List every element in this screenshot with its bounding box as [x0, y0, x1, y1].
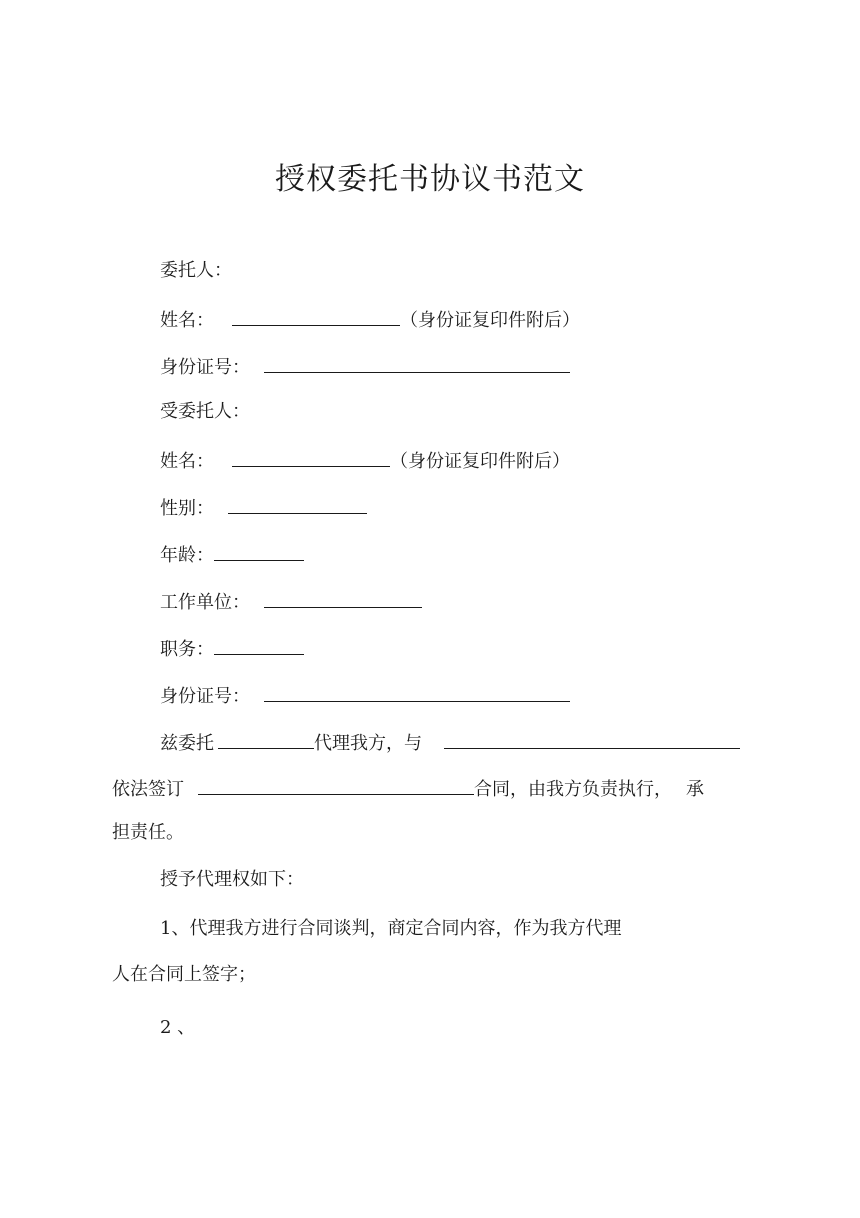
agent-employer-blank: [264, 587, 422, 608]
entrust-row-3: 担责任。: [112, 822, 184, 843]
agent-gender-label: 性别：: [160, 498, 214, 519]
principal-id-blank: [264, 352, 570, 373]
agent-gender-blank: [228, 493, 367, 514]
agent-age-label: 年龄：: [160, 545, 214, 566]
agent-age-blank: [214, 540, 304, 561]
agent-position-label: 职务：: [160, 639, 214, 660]
agent-position-blank: [214, 634, 304, 655]
agent-employer-label: 工作单位：: [160, 592, 250, 613]
agent-gender-row: [160, 493, 367, 522]
agent-employer-row: [160, 587, 422, 616]
entrust-row-2: [112, 774, 704, 803]
agent-age-row: [160, 540, 304, 569]
grant-item-2: 2 、: [160, 1017, 196, 1038]
agent-name-blank: [232, 446, 390, 467]
principal-heading: 委托人：: [160, 260, 232, 281]
grant-heading: 授予代理权如下：: [160, 869, 304, 890]
entrust-agent-blank: [218, 728, 314, 749]
principal-name-row: [160, 305, 580, 334]
entrust-text-2: 代理我方，与: [314, 733, 422, 754]
agent-name-label: 姓名：: [160, 451, 214, 472]
principal-id-label: 身份证号：: [160, 357, 250, 378]
entrust-party-blank: [444, 728, 740, 749]
agent-name-note: （身份证复印件附后）: [390, 451, 570, 472]
principal-name-label: 姓名：: [160, 310, 214, 331]
principal-name-blank: [232, 305, 400, 326]
agent-position-row: [160, 634, 304, 663]
entrust-text-5: 承: [686, 779, 704, 800]
agent-id-row: [160, 681, 570, 710]
entrust-row-1: [160, 728, 740, 757]
entrust-text-4: 合同，由我方负责执行，: [474, 779, 672, 800]
agent-name-row: [160, 446, 570, 475]
agent-heading: 受委托人：: [160, 401, 250, 422]
entrust-contract-blank: [198, 774, 474, 795]
principal-id-row: [160, 352, 570, 381]
agent-id-blank: [264, 681, 570, 702]
entrust-text-3: 依法签订: [112, 779, 184, 800]
grant-item-1-line-1: 1、代理我方进行合同谈判，商定合同内容，作为我方代理: [160, 918, 622, 939]
document-title: 授权委托书协议书范文: [275, 162, 585, 197]
agent-id-label: 身份证号：: [160, 686, 250, 707]
entrust-text-1: 兹委托: [160, 733, 214, 754]
principal-name-note: （身份证复印件附后）: [400, 310, 580, 331]
grant-item-1-line-2: 人在合同上签字；: [112, 964, 256, 985]
